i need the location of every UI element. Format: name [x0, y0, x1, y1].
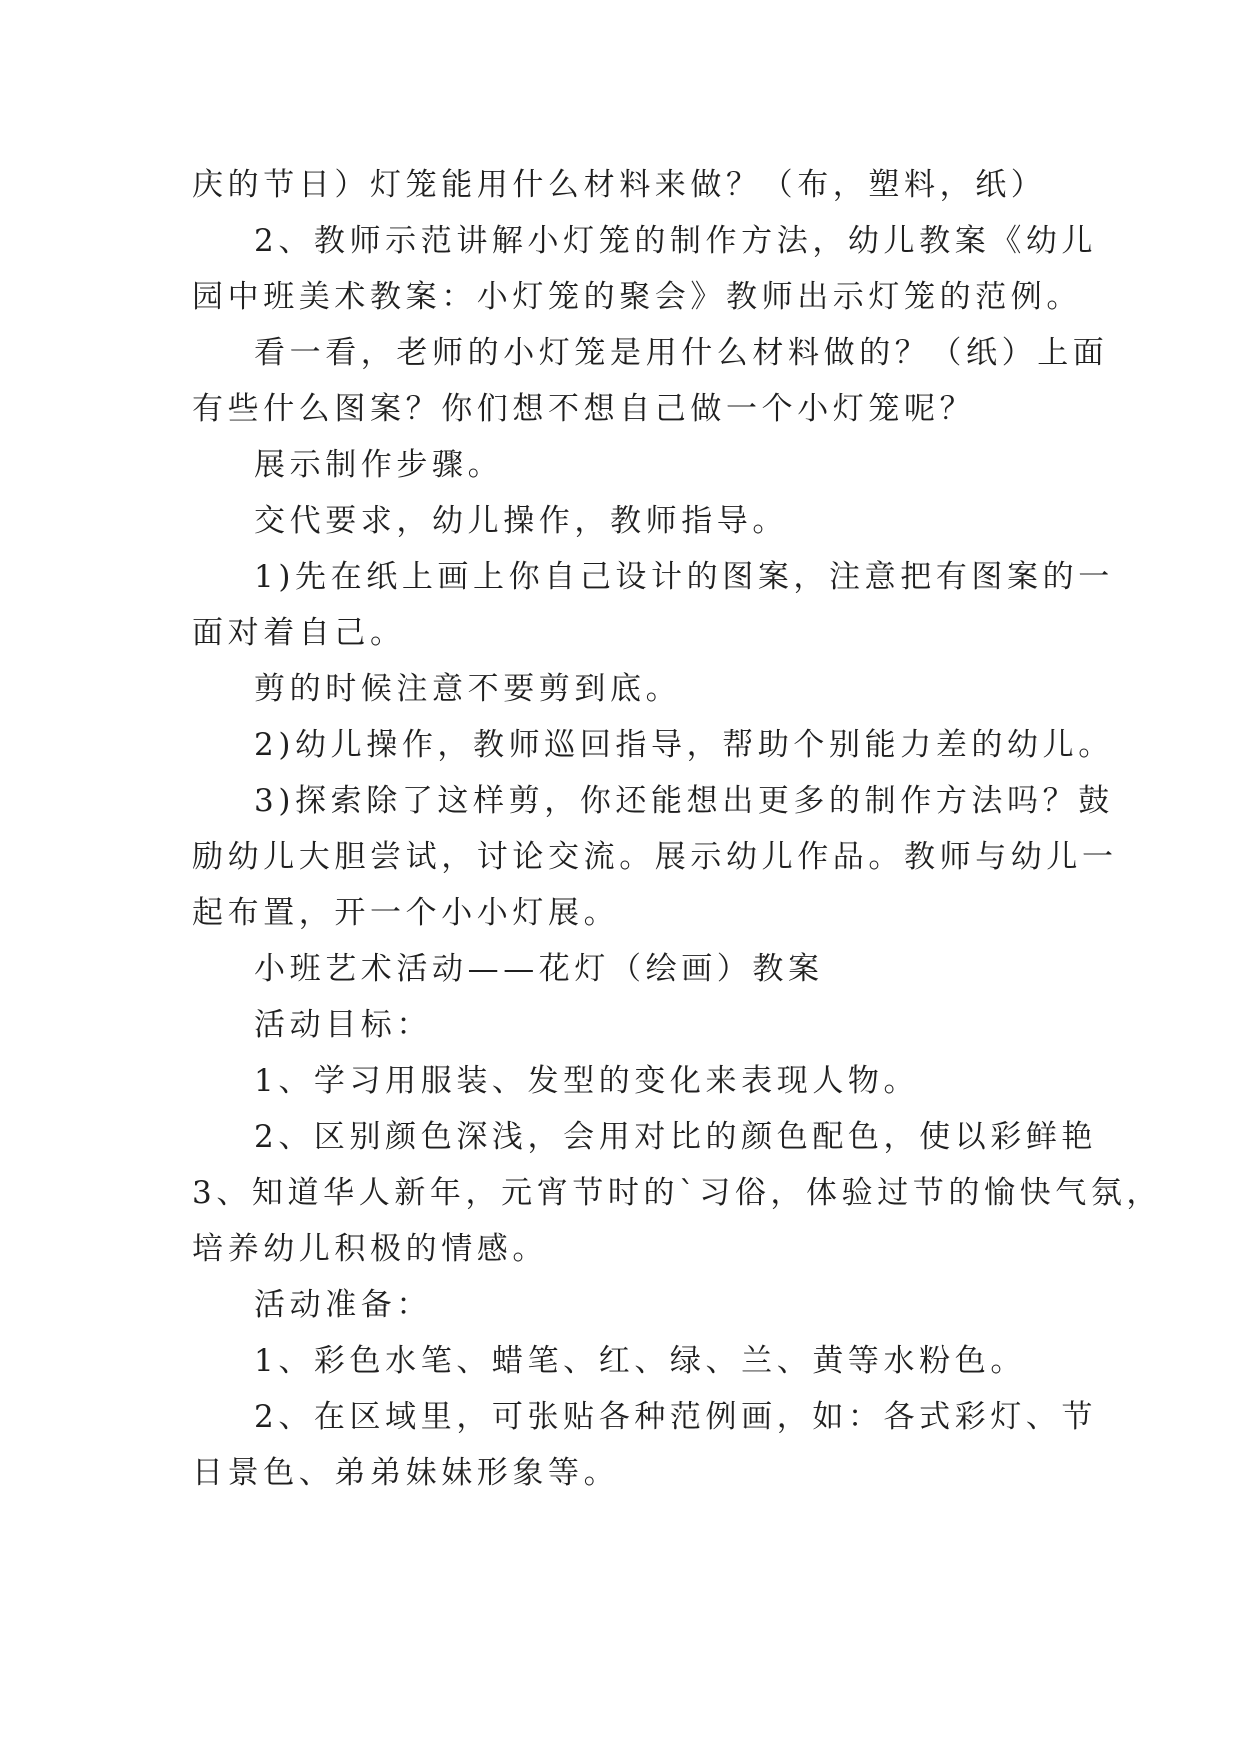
text-line-17: 1、学习用服装、发型的变化来表现人物。 [254, 1063, 920, 1099]
text-line-18: 2、区别颜色深浅，会用对比的颜色配色，使以彩鲜艳 [254, 1119, 1098, 1155]
text-line-10: 剪的时候注意不要剪到底。 [254, 671, 682, 707]
text-line-13: 励幼儿大胆尝试，讨论交流。展示幼儿作品。教师与幼儿一 [192, 839, 1118, 875]
text-line-7: 交代要求，幼儿操作，教师指导。 [254, 503, 788, 539]
text-line-15: 小班艺术活动——花灯（绘画）教案 [254, 951, 824, 987]
text-line-12: 3)探索除了这样剪，你还能想出更多的制作方法吗？鼓 [254, 783, 1114, 819]
text-line-2: 2、教师示范讲解小灯笼的制作方法，幼儿教案《幼儿 [254, 223, 1098, 259]
text-line-20: 培养幼儿积极的情感。 [192, 1231, 548, 1267]
text-line-24: 日景色、弟弟妹妹形象等。 [192, 1455, 620, 1491]
text-line-22: 1、彩色水笔、蜡笔、红、绿、兰、黄等水粉色。 [254, 1343, 1026, 1379]
text-line-21: 活动准备： [254, 1287, 432, 1323]
text-line-9: 面对着自己。 [192, 615, 406, 651]
text-line-16: 活动目标： [254, 1007, 432, 1043]
text-line-4: 看一看，老师的小灯笼是用什么材料做的？（纸）上面 [254, 335, 1109, 371]
text-line-14: 起布置，开一个小小灯展。 [192, 895, 620, 931]
text-line-19: 3、知道华人新年，元宵节时的`习俗，体验过节的愉快气氛， [192, 1175, 1163, 1211]
text-line-6: 展示制作步骤。 [254, 447, 504, 483]
text-line-5: 有些什么图案？你们想不想自己做一个小灯笼呢？ [192, 391, 976, 427]
text-line-1: 庆的节日）灯笼能用什么材料来做？（布，塑料，纸） [192, 167, 1047, 203]
text-line-11: 2)幼儿操作，教师巡回指导，帮助个别能力差的幼儿。 [254, 727, 1114, 763]
text-line-23: 2、在区域里，可张贴各种范例画，如：各式彩灯、节 [254, 1399, 1098, 1435]
text-line-3: 园中班美术教案：小灯笼的聚会》教师出示灯笼的范例。 [192, 279, 1082, 315]
text-line-8: 1)先在纸上画上你自己设计的图案，注意把有图案的一 [254, 559, 1114, 595]
